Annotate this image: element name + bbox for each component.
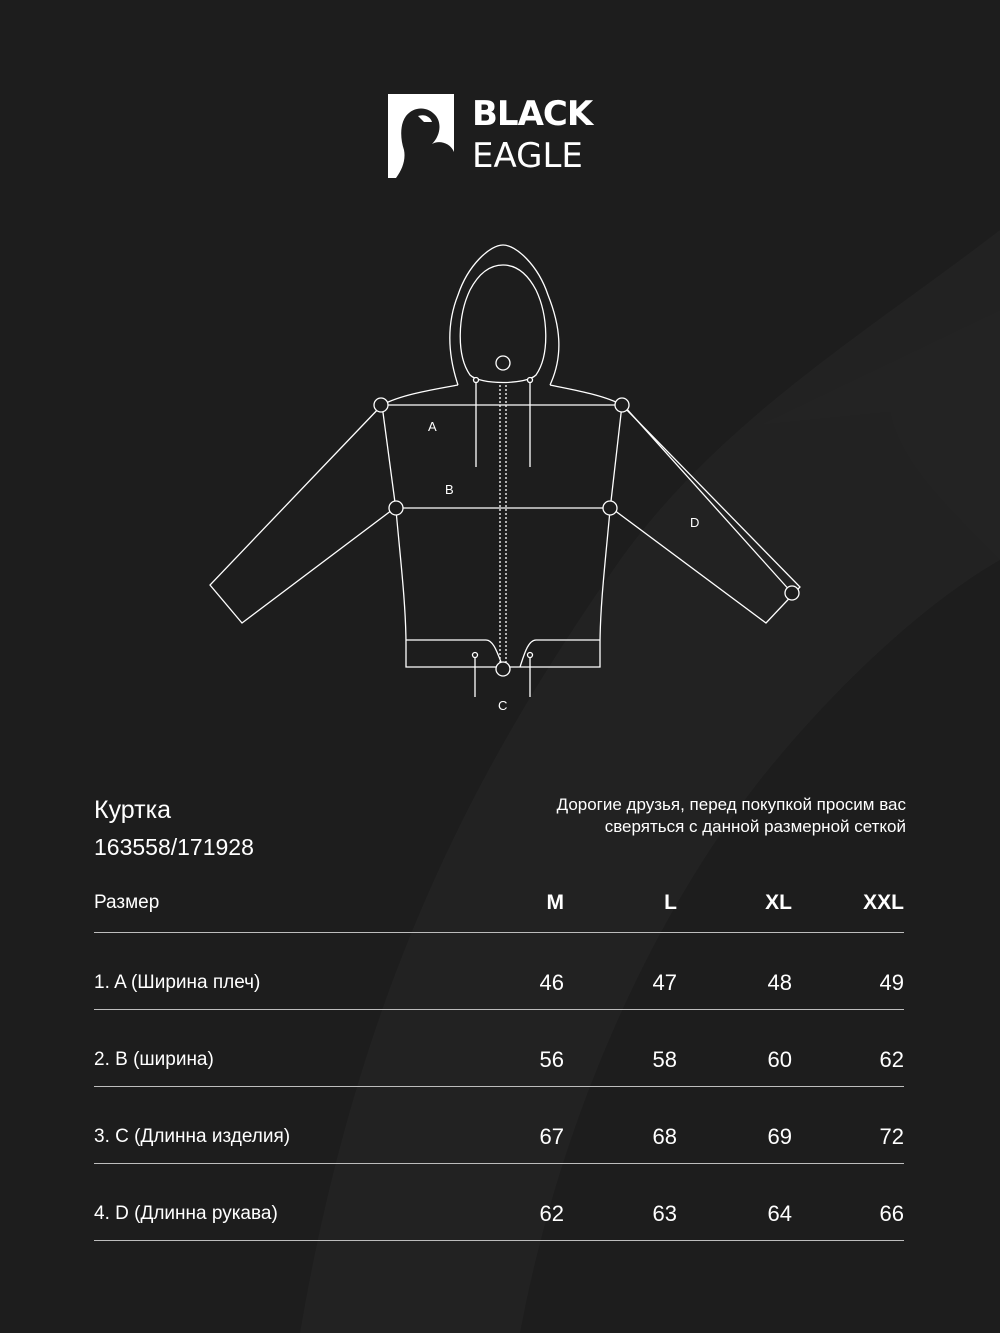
- header-size-xxl: XXL: [863, 891, 904, 914]
- measure-point-hem: [496, 662, 510, 676]
- brand-name-line1: BLACK: [472, 94, 593, 134]
- measure-point-right-shoulder: [615, 398, 629, 412]
- row-label: 1. A (Ширина плеч): [94, 972, 261, 993]
- measure-point-left-shoulder: [374, 398, 388, 412]
- size-table: [94, 870, 904, 1241]
- left-sleeve: [210, 405, 396, 623]
- row-value: 60: [767, 1047, 792, 1072]
- size-table-header: [94, 870, 904, 933]
- row-value: 62: [539, 1201, 564, 1226]
- row-label: 3. C (Длинна изделия): [94, 1126, 291, 1147]
- table-row: [94, 933, 904, 1010]
- row-label: 4. D (Длинна рукава): [94, 1203, 278, 1224]
- measure-point-hood: [496, 356, 510, 370]
- row-value: 67: [539, 1124, 564, 1149]
- jacket-diagram: [200, 235, 820, 725]
- row-value: 62: [879, 1047, 904, 1072]
- measure-point-right-chest: [603, 501, 617, 515]
- product-code: 163558/171928: [94, 834, 254, 860]
- body-outline: [382, 385, 622, 667]
- label-d: D: [690, 515, 700, 530]
- table-row: [94, 1087, 904, 1164]
- row-value: 64: [767, 1201, 792, 1226]
- row-value: 49: [879, 970, 904, 995]
- brand-logo: [388, 94, 628, 180]
- row-label: 2. B (ширина): [94, 1049, 214, 1070]
- header-label: Размер: [94, 892, 160, 913]
- size-note-line1: Дорогие друзья, перед покупкой просим вас: [556, 795, 906, 814]
- row-value: 69: [767, 1124, 792, 1149]
- measure-point-left-chest: [389, 501, 403, 515]
- product-name: Куртка: [94, 796, 171, 824]
- row-value: 66: [879, 1201, 904, 1226]
- row-value: 46: [539, 970, 564, 995]
- header-size-l: L: [664, 891, 677, 914]
- table-row: [94, 1164, 904, 1241]
- label-c: C: [498, 698, 508, 713]
- size-note: [446, 794, 906, 838]
- label-a: A: [428, 419, 437, 434]
- right-sleeve: [610, 405, 800, 623]
- table-row: [94, 1010, 904, 1087]
- row-value: 56: [539, 1047, 564, 1072]
- row-value: 47: [652, 970, 677, 995]
- eagle-logo-icon: [388, 94, 454, 178]
- label-b: B: [445, 482, 454, 497]
- size-note-line2: сверяться с данной размерной сеткой: [604, 817, 906, 836]
- row-value: 63: [652, 1201, 677, 1226]
- brand-name-line2: EAGLE: [472, 136, 583, 176]
- header-size-xl: XL: [765, 891, 792, 914]
- row-value: 68: [652, 1124, 677, 1149]
- measure-point-cuff: [785, 586, 799, 600]
- row-value: 58: [652, 1047, 677, 1072]
- row-value: 48: [767, 970, 792, 995]
- header-size-m: M: [546, 891, 564, 914]
- row-value: 72: [879, 1124, 904, 1149]
